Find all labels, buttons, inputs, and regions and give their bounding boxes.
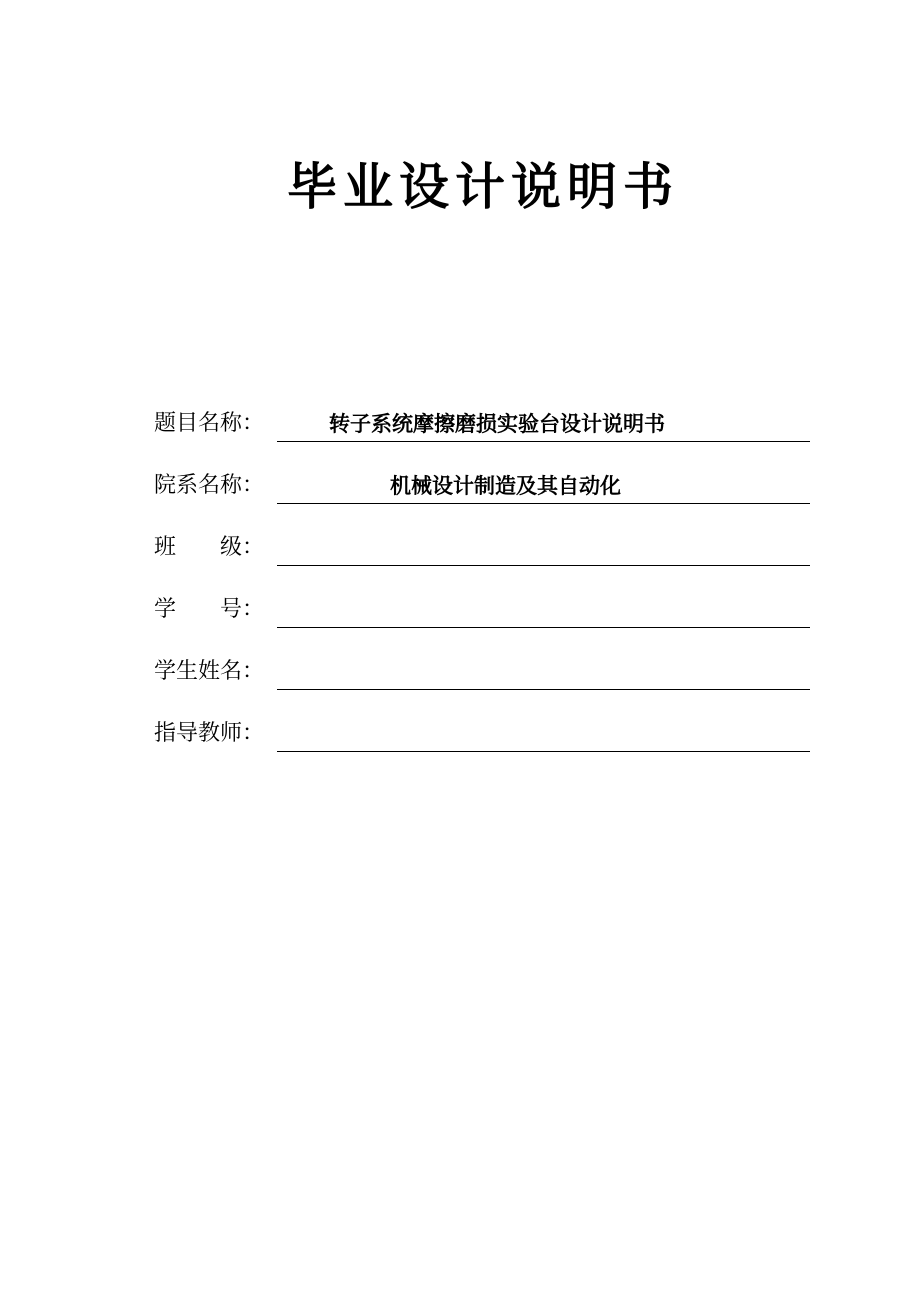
department-label: 院系名称： bbox=[154, 473, 265, 498]
student-id-underline bbox=[277, 592, 810, 628]
student-name-underline bbox=[277, 654, 810, 690]
class-field bbox=[154, 530, 810, 566]
class-label: 班 级： bbox=[154, 535, 265, 560]
topic-label: 题目名称： bbox=[154, 411, 265, 436]
student-name-label: 学生姓名： bbox=[154, 659, 265, 684]
document-title: 毕业设计说明书 bbox=[287, 157, 679, 216]
student-id-label: 学 号： bbox=[154, 597, 265, 622]
advisor-label: 指导教师： bbox=[154, 721, 265, 746]
department-field bbox=[154, 468, 810, 504]
student-name-field bbox=[154, 654, 810, 690]
topic-underline bbox=[277, 406, 810, 442]
advisor-field bbox=[154, 716, 810, 752]
topic-value: 转子系统摩擦磨损实验台设计说明书 bbox=[329, 412, 665, 436]
department-value: 机械设计制造及其自动化 bbox=[390, 474, 621, 498]
department-underline bbox=[277, 468, 810, 504]
class-underline bbox=[277, 530, 810, 566]
topic-field bbox=[154, 406, 810, 442]
advisor-underline bbox=[277, 716, 810, 752]
student-id-field bbox=[154, 592, 810, 628]
